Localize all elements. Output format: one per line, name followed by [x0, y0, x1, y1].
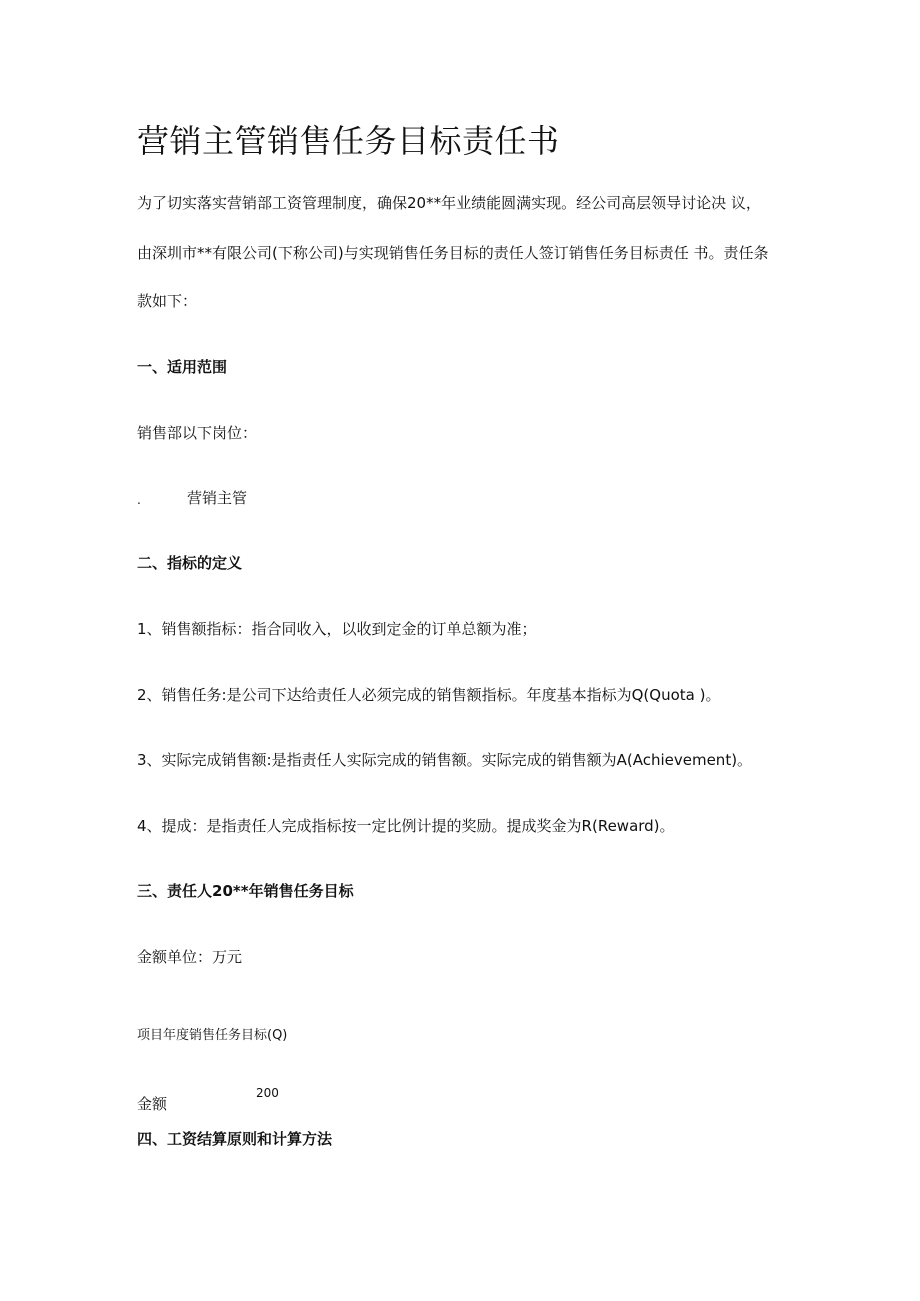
section-4-heading: 四、工资结算原则和计算方法 [137, 1130, 333, 1148]
definition-item-1: 1、销售额指标：指合同收入，以收到定金的订单总额为准； [137, 620, 537, 638]
definition-item-2: 2、销售任务:是公司下达给责任人必须完成的销售额指标。年度基本指标为Q(Quota )。 [137, 686, 721, 704]
table-row-label: 金额 [137, 1095, 168, 1113]
section-2-heading: 二、指标的定义 [137, 554, 243, 572]
bullet-mark: . [137, 493, 141, 507]
table-row-value: 200 [256, 1086, 279, 1100]
definition-item-4: 4、提成：是指责任人完成指标按一定比例计提的奖励。提成奖金为R(Reward)。 [137, 817, 675, 835]
bullet-item-text: 营销主管 [187, 489, 248, 507]
intro-line-1: 为了切实落实营销部工资管理制度，确保20**年业绩能圆满实现。经公司高层领导讨论决 议， [137, 194, 761, 212]
table-header: 项目年度销售任务目标(Q) [137, 1028, 288, 1043]
definition-item-3: 3、实际完成销售额:是指责任人实际完成的销售额。实际完成的销售额为A(Achievement)。 [137, 751, 753, 769]
intro-line-2: 由深圳市**有限公司(下称公司)与实现销售任务目标的责任人签订销售任务目标责任 书。责任条 [137, 244, 769, 262]
page-title: 营销主管销售任务目标责任书 [137, 122, 560, 160]
section-3-heading: 三、责任人20**年销售任务目标 [137, 882, 354, 900]
section-1-heading: 一、适用范围 [137, 358, 228, 376]
section-1-text: 销售部以下岗位： [137, 424, 258, 442]
intro-line-3: 款如下： [137, 292, 198, 310]
amount-unit: 金额单位：万元 [137, 948, 243, 966]
